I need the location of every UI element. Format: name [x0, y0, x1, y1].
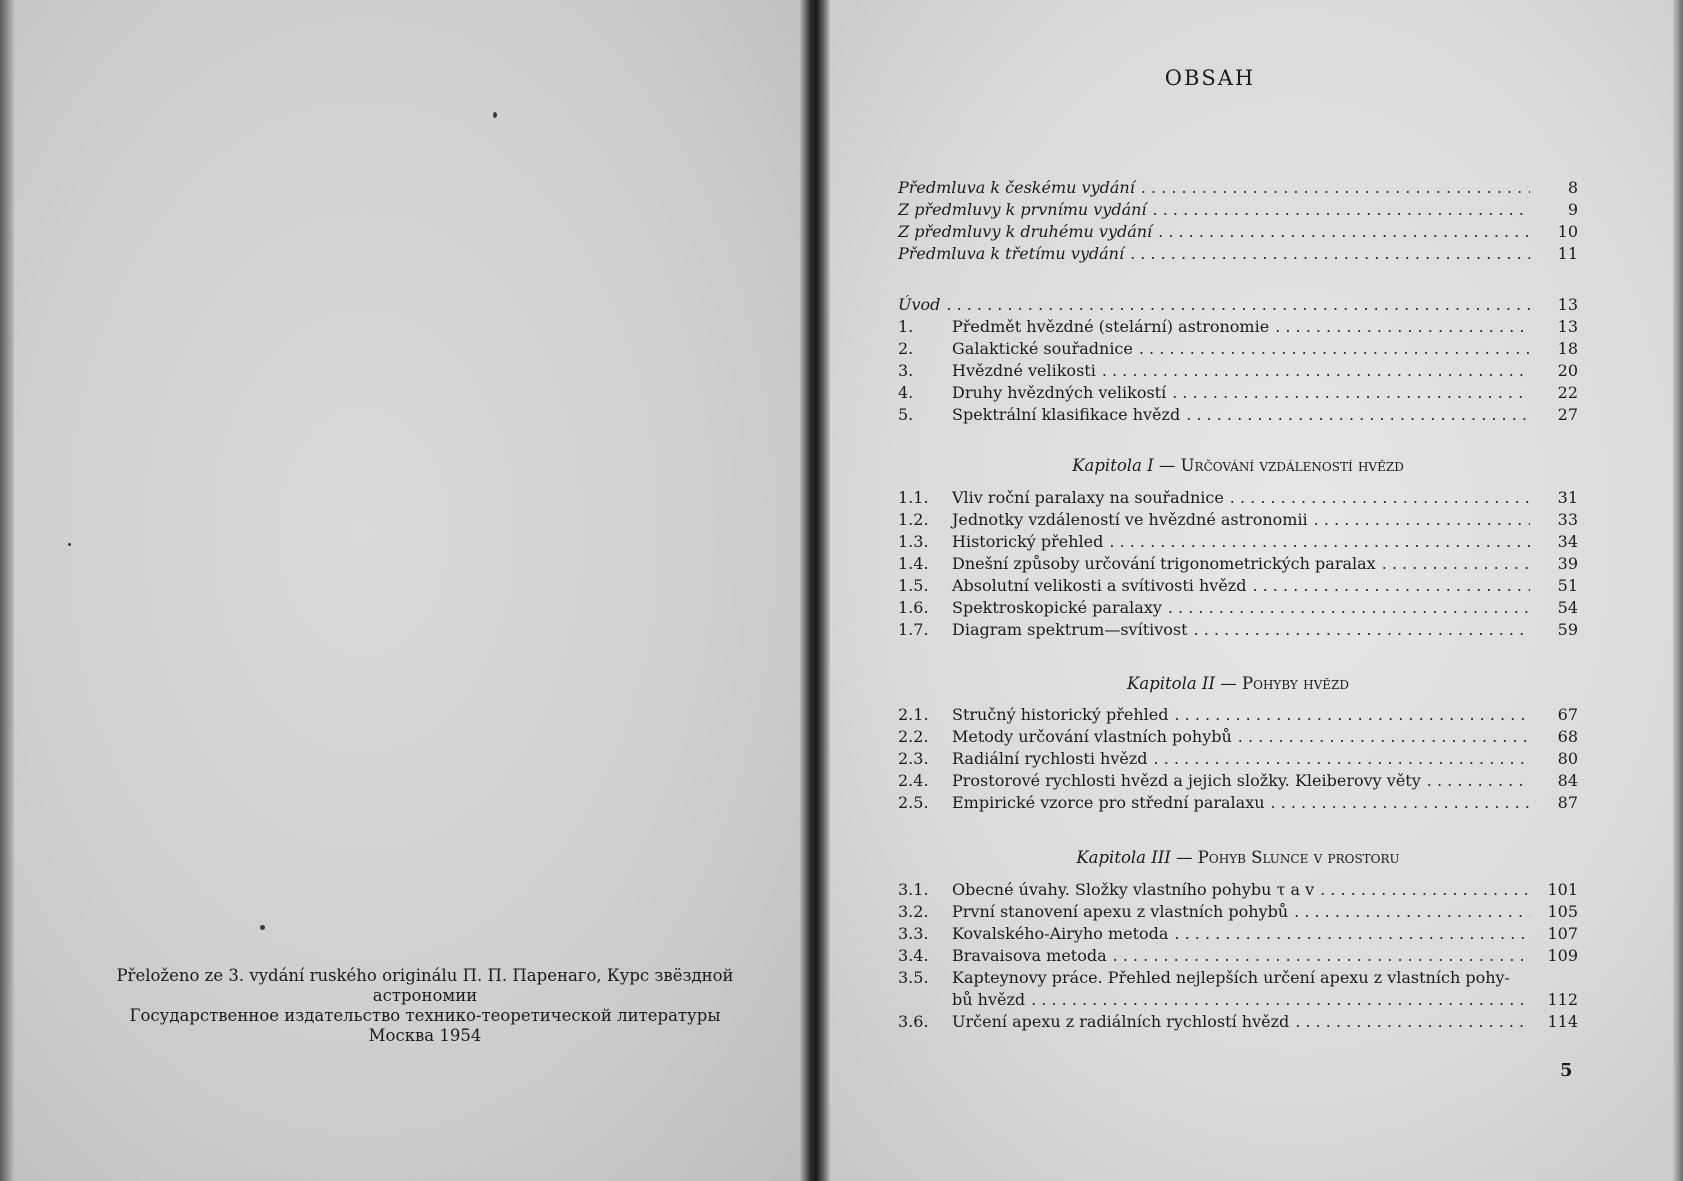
toc-entry-page: 8 [1567, 178, 1578, 197]
toc-entry [898, 244, 1578, 266]
leader-dots [1271, 793, 1530, 812]
toc-entry-title: Úvod [898, 295, 941, 314]
chapter-dash: — [1153, 456, 1181, 475]
toc-entry [898, 902, 1578, 924]
chapter-title: Pohyb Slunce v prostoru [1197, 848, 1400, 867]
toc-entry-title: Z předmluvy k druhému vydání [898, 222, 1153, 241]
toc-entry [898, 705, 1578, 727]
toc-entry [898, 880, 1578, 902]
toc-entry-number: 5. [898, 405, 914, 424]
chapter-title: Určování vzdáleností hvězd [1180, 456, 1404, 475]
toc-entry [898, 361, 1578, 383]
toc-entry-page: 80 [1557, 749, 1578, 768]
toc-entry-page: 13 [1557, 295, 1578, 314]
toc-entry-page: 13 [1557, 317, 1578, 336]
imprint-line: Přeloženo ze 3. vydání ruského originálu П. П. Паренаго, Курс звёздной [116, 966, 734, 985]
toc-entry [898, 178, 1578, 200]
chapter-dash: — [1215, 674, 1242, 693]
toc-entry-number: 3.4. [898, 946, 929, 965]
toc-entry [898, 532, 1578, 554]
toc-entry [898, 968, 1578, 990]
toc-entry-page: 18 [1557, 339, 1578, 358]
toc-entry-title: Obecné úvahy. Složky vlastního pohybu τ a v [952, 880, 1315, 899]
toc-entry-number: 2.3. [898, 749, 929, 768]
toc-entry-number: 1.6. [898, 598, 929, 617]
paper-speck [493, 112, 497, 118]
toc-entry-title: Spektrální klasifikace hvězd [952, 405, 1181, 424]
imprint-line: Москва 1954 [368, 1026, 482, 1045]
toc-entry-number: 3. [898, 361, 914, 380]
toc-entry-title: Předmluva k českému vydání [898, 178, 1135, 197]
toc-entry [898, 383, 1578, 405]
leader-dots [1130, 244, 1530, 263]
toc-entry-number: 3.2. [898, 902, 929, 921]
leader-dots [1139, 339, 1530, 358]
toc-entry [898, 339, 1578, 361]
leader-dots [1153, 200, 1530, 219]
toc-entry-title: Radiální rychlosti hvězd [952, 749, 1148, 768]
toc-entry-page: 105 [1547, 902, 1578, 921]
toc-entry-continuation [952, 990, 1578, 1012]
toc-entry [898, 554, 1578, 576]
toc-entry-number: 1.3. [898, 532, 929, 551]
chapter-heading [898, 674, 1578, 693]
leader-dots [1031, 990, 1530, 1009]
toc-entry-number: 1.4. [898, 554, 929, 573]
toc-entry-page: 54 [1557, 598, 1578, 617]
page-edge-shadow [1673, 0, 1683, 1181]
toc-entry-number: 3.6. [898, 1012, 929, 1031]
toc-entry-title: Vliv roční paralaxy na souřadnice [952, 488, 1224, 507]
toc-entry-title: Empirické vzorce pro střední paralaxu [952, 793, 1265, 812]
leader-dots [1238, 727, 1530, 746]
chapter-label: Kapitola I [1072, 456, 1154, 475]
toc-entry-number: 2.4. [898, 771, 929, 790]
toc-entry-number: 2.2. [898, 727, 929, 746]
toc-entry-title: Dnešní způsoby určování trigonometrických paralax [952, 554, 1376, 573]
toc-entry-title: Spektroskopické paralaxy [952, 598, 1162, 617]
paper-speck [260, 925, 265, 930]
toc-entry-page: 84 [1557, 771, 1578, 790]
leader-dots [1174, 705, 1530, 724]
toc-entry-title: První stanovení apexu z vlastních pohybů [952, 902, 1289, 921]
toc-entry [898, 771, 1578, 793]
toc-entry-page: 67 [1557, 705, 1578, 724]
leader-dots [1141, 178, 1530, 197]
toc-entry-page: 87 [1557, 793, 1578, 812]
leader-dots [1186, 405, 1530, 424]
toc-entry [898, 488, 1578, 510]
toc-entry-page: 101 [1547, 880, 1578, 899]
toc-entry [898, 1012, 1578, 1034]
toc-entry [898, 598, 1578, 620]
leader-dots [946, 295, 1530, 314]
toc-entry-page: 33 [1557, 510, 1578, 529]
book-gutter [800, 0, 830, 1181]
toc-entry-page: 68 [1557, 727, 1578, 746]
toc-entry-intro [898, 295, 1578, 317]
toc-entry [898, 946, 1578, 968]
chapter-title: Pohyby hvězd [1242, 674, 1349, 693]
toc-entry-title: Prostorové rychlosti hvězd a jejich složky. Kleiberovy věty [952, 771, 1421, 790]
toc-entry-page: 22 [1557, 383, 1578, 402]
leader-dots [1320, 880, 1530, 899]
paper-speck [68, 543, 71, 546]
leader-dots [1194, 620, 1530, 639]
leader-dots [1102, 361, 1530, 380]
toc-entry-page: 107 [1547, 924, 1578, 943]
leader-dots [1295, 1012, 1530, 1031]
toc-entry-page: 114 [1547, 1012, 1578, 1031]
toc-entry [898, 405, 1578, 427]
leader-dots [1109, 532, 1530, 551]
toc-entry-title: Stručný historický přehled [952, 705, 1169, 724]
toc-entry-page: 34 [1557, 532, 1578, 551]
chapter-label: Kapitola III [1076, 848, 1171, 867]
toc-entry-page: 11 [1557, 244, 1578, 263]
toc-entry-page: 59 [1557, 620, 1578, 639]
toc-entry-title: Kapteynovy práce. Přehled nejlepších určení apexu z vlastních pohy- [952, 968, 1510, 987]
leader-dots [1382, 554, 1530, 573]
toc-entry-number: 1.1. [898, 488, 929, 507]
leader-dots [1427, 771, 1530, 790]
toc-entry-page: 112 [1547, 990, 1578, 1009]
toc-entry-page: 51 [1557, 576, 1578, 595]
toc-entry [898, 727, 1578, 749]
page-number: 5 [1560, 1060, 1573, 1081]
toc-entry-title: Předmět hvězdné (stelární) astronomie [952, 317, 1270, 336]
toc-entry-title: Určení apexu z radiálních rychlostí hvězd [952, 1012, 1290, 1031]
toc-entry-title: Předmluva k třetímu vydání [898, 244, 1125, 263]
toc-entry-number: 1.5. [898, 576, 929, 595]
toc-entry-title: Kovalského-Airyho metoda [952, 924, 1169, 943]
toc-entry-number: 3.5. [898, 968, 929, 987]
toc-entry [898, 749, 1578, 771]
toc-entry-page: 39 [1557, 554, 1578, 573]
toc-entry-title: Metody určování vlastních pohybů [952, 727, 1232, 746]
toc-entry-title: Absolutní velikosti a svítivosti hvězd [952, 576, 1247, 595]
toc-entry-title: Historický přehled [952, 532, 1104, 551]
toc-entry-number: 3.1. [898, 880, 929, 899]
toc-entry-number: 1.2. [898, 510, 929, 529]
toc-entry-title: Z předmluvy k prvnímu vydání [898, 200, 1147, 219]
toc-entry-number: 3.3. [898, 924, 929, 943]
toc-entry [898, 620, 1578, 642]
left-page [0, 0, 808, 1181]
toc-entry [898, 576, 1578, 598]
toc-entry-title: Diagram spektrum—svítivost [952, 620, 1188, 639]
leader-dots [1113, 946, 1530, 965]
toc-entry-number: 2. [898, 339, 914, 358]
leader-dots [1294, 902, 1530, 921]
leader-dots [1275, 317, 1530, 336]
toc-entry-page: 20 [1557, 361, 1578, 380]
leader-dots [1230, 488, 1530, 507]
page-edge-shadow [0, 0, 14, 1181]
chapter-dash: — [1170, 848, 1198, 867]
toc-entry-title: Hvězdné velikosti [952, 361, 1096, 380]
chapter-heading [898, 456, 1578, 475]
toc-entry-page: 10 [1557, 222, 1578, 241]
page-title: OBSAH [1164, 66, 1256, 90]
publication-imprint [95, 966, 755, 1046]
toc-entry [898, 924, 1578, 946]
toc-entry-number: 2.5. [898, 793, 929, 812]
toc-entry [898, 793, 1578, 815]
chapter-label: Kapitola II [1127, 674, 1215, 693]
leader-dots [1158, 222, 1530, 241]
chapter-heading [898, 848, 1578, 867]
toc-entry-number: 2.1. [898, 705, 929, 724]
toc-entry-title: Galaktické souřadnice [952, 339, 1133, 358]
leader-dots [1172, 383, 1530, 402]
toc-entry-page: 31 [1557, 488, 1578, 507]
toc-entry-title: Druhy hvězdných velikostí [952, 383, 1167, 402]
toc-entry-page: 9 [1567, 200, 1578, 219]
toc-entry-title: Jednotky vzdáleností ve hvězdné astronomii [952, 510, 1308, 529]
imprint-line: астрономии [372, 986, 478, 1005]
toc-entry-title: bů hvězd [952, 990, 1026, 1009]
leader-dots [1168, 598, 1530, 617]
toc-entry [898, 510, 1578, 532]
toc-entry [898, 317, 1578, 339]
toc-entry-page: 27 [1557, 405, 1578, 424]
toc-entry [898, 222, 1578, 244]
leader-dots [1154, 749, 1530, 768]
toc-entry-number: 1.7. [898, 620, 929, 639]
toc-entry [898, 200, 1578, 222]
imprint-line: Государственное издательство технико-теоретической литературы [129, 1006, 721, 1025]
toc-entry-number: 4. [898, 383, 914, 402]
toc-entry-page: 109 [1547, 946, 1578, 965]
leader-dots [1314, 510, 1530, 529]
leader-dots [1174, 924, 1530, 943]
toc-entry-title: Bravaisova metoda [952, 946, 1107, 965]
toc-entry-number: 1. [898, 317, 914, 336]
leader-dots [1252, 576, 1530, 595]
